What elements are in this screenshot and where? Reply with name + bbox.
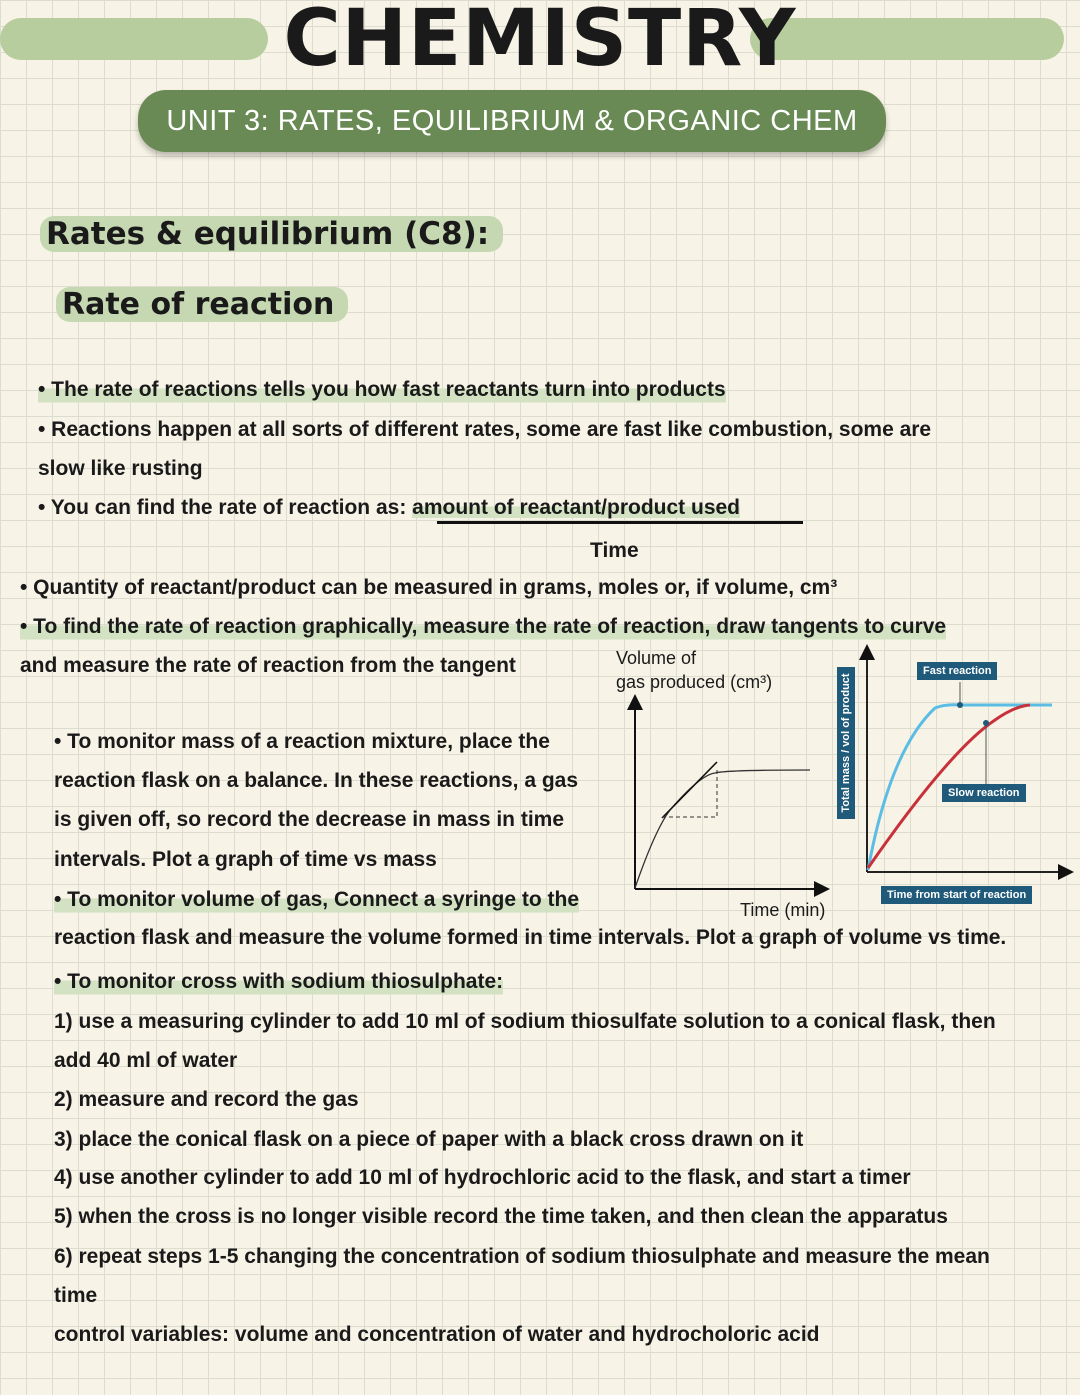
text-line [38, 494, 740, 522]
text-line: control variables: volume and concentration of water and hydrocholoric acid [54, 1323, 820, 1346]
text-line: 2) measure and record the gas [54, 1088, 359, 1111]
graph1-ylabel-2: gas produced (cm³) [616, 672, 773, 692]
text-line: intervals. Plot a graph of time vs mass [54, 848, 437, 871]
text-line: • Reactions happen at all sorts of different rates, some are fast like combustion, some are [38, 418, 932, 441]
text-line: reaction flask on a balance. In these reactions, a gas [54, 769, 579, 792]
rate-formula-denominator: Time [590, 539, 639, 562]
text-line: time [54, 1284, 98, 1307]
text-line: is given off, so record the decrease in mass in time [54, 808, 565, 831]
text-line: 6) repeat steps 1-5 changing the concentration of sodium thiosulphate and measure the mean [54, 1245, 990, 1268]
graph1-plot [600, 640, 840, 925]
page-title: CHEMISTRY [283, 0, 797, 84]
text-line: 3) place the conical flask on a piece of paper with a black cross drawn on it [54, 1128, 804, 1151]
text-line: slow like rusting [38, 457, 203, 480]
tangent-line [662, 762, 717, 818]
text-line: add 40 ml of water [54, 1049, 238, 1072]
text-line: reaction flask and measure the volume formed in time intervals. Plot a graph of volume vs time. [54, 926, 1007, 949]
unit-banner: UNIT 3: RATES, EQUILIBRIUM & ORGANIC CHEM [138, 90, 886, 152]
text-line: • Quantity of reactant/product can be measured in grams, moles or, if volume, cm³ [20, 576, 838, 599]
rate-formula-numerator: amount of reactant/product used [412, 496, 741, 519]
section-heading: Rates & equilibrium (C8): [40, 216, 503, 252]
graph1-curve [635, 770, 810, 888]
text-line: 4) use another cylinder to add 10 ml of hydrochloric acid to the flask, and start a timer [54, 1166, 911, 1189]
graph2-plot [830, 640, 1080, 910]
tangent-graph [600, 640, 840, 925]
subsection-heading: Rate of reaction [56, 287, 348, 322]
text-line: • The rate of reactions tells you how fast reactants turn into products [38, 376, 726, 404]
text-line: 1) use a measuring cylinder to add 10 ml of sodium thiosulfate solution to a conical flask, then [54, 1010, 996, 1033]
text-line: • To find the rate of reaction graphically, measure the rate of reaction, draw tangents to curve [20, 613, 946, 641]
graph1-ylabel-1: Volume of [616, 648, 697, 668]
text-line: • To monitor cross with sodium thiosulphate: [54, 968, 503, 996]
text-line: • To monitor volume of gas, Connect a syringe to the [54, 886, 579, 914]
text-line: 5) when the cross is no longer visible record the time taken, and then clean the apparatus [54, 1205, 948, 1228]
fast-reaction-label: Fast reaction [917, 662, 997, 680]
text-line: and measure the rate of reaction from the tangent [20, 654, 516, 677]
graph2-ylabel: Total mass / vol of product [837, 667, 855, 819]
fraction-line [437, 521, 803, 524]
slow-reaction-label: Slow reaction [942, 784, 1026, 802]
graph2-xlabel: Time from start of reaction [881, 886, 1032, 904]
graph1-xlabel: Time (min) [740, 900, 826, 920]
rate-formula-label: • You can find the rate of reaction as: [38, 496, 413, 519]
text-line: • To monitor mass of a reaction mixture, place the [54, 730, 550, 753]
reaction-rate-graph [830, 640, 1080, 910]
